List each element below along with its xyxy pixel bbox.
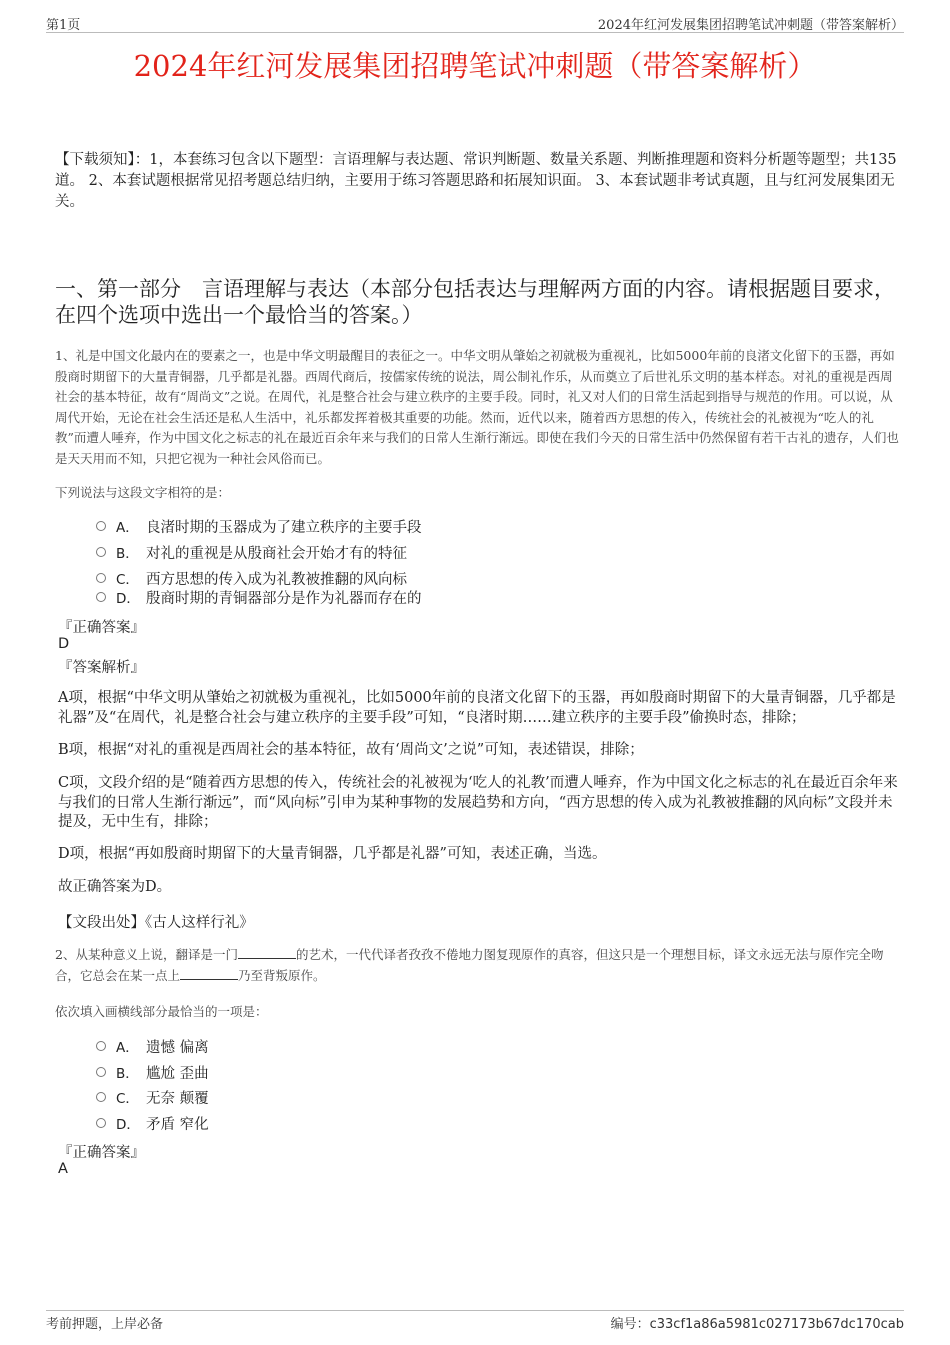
fill-blank [238,946,296,959]
page-number: 第1页 [46,18,81,33]
question-1-answer: D [58,636,70,652]
option-letter: A． [116,1040,139,1056]
question-1-answer-label: 『正确答案』 [58,620,145,636]
option-text: 矛盾 窄化 [146,1116,209,1133]
question-1-option-a[interactable] [96,515,422,537]
question-2-answer: A [58,1161,68,1177]
question-2-option-a[interactable] [96,1035,209,1057]
option-text: 殷商时期的青铜器部分是作为礼器而存在的 [146,590,422,607]
header-doc-title: 2024年红河发展集团招聘笔试冲刺题（带答案解析） [597,18,904,33]
passage-text: 乃至背叛原作。 [238,967,326,983]
radio-icon[interactable] [96,592,106,602]
option-letter: B． [116,1066,139,1082]
option-letter: B． [116,546,139,562]
option-text: 良渚时期的玉器成为了建立秩序的主要手段 [146,519,422,536]
question-1-analysis-label: 『答案解析』 [58,660,145,676]
question-2-answer-label: 『正确答案』 [58,1145,145,1161]
section-heading: 一、第一部分 言语理解与表达（本部分包括表达与理解两方面的内容。请根据题目要求，在四个选项中选出一个最恰当的答案。） [55,277,895,327]
radio-icon[interactable] [96,1067,106,1077]
option-letter: C． [116,572,139,588]
footer-code [611,1313,904,1332]
radio-icon[interactable] [96,1092,106,1102]
question-2-prompt: 依次填入画横线部分最恰当的一项是： [55,1004,268,1019]
question-1-passage: 1、礼是中国文化最内在的要素之一，也是中华文明最醒目的表征之一。中华文明从肇始之初就极为重视礼，比如5000年前的良渚文化留下的玉器，再如殷商时期留下的大量青铜器，几乎都是礼器。西周代商后，按儒家传统的说法，周公制礼作乐，从而奠立了后世礼乐文明的基本样态。对礼的重视是西周社会的基本特征，故有“周尚文”之说。在周代，礼是整合社会与建立秩序的主要手段。同时，礼又对人们的日常生活起到指导与规范的作用。可以说，从周代开始，无论在社会生活还是私人生活中，礼乐都发挥着极其重要的功能。然而，近代以来，随着西方思想的传入，传统社会的礼被视为“吃人的礼教”而遭人唾弃，作为中国文化之标志的礼在最近百余年来与我们的日常人生渐行渐远。即使在我们今天的日常生活中仍然保留有若干古礼的遗存，人们也是天天用而不知，只把它视为一种社会风俗而已。 [55,348,899,466]
question-2-option-c[interactable] [96,1086,209,1108]
passage-text: 的艺术，一代代译者孜孜不倦地力图复现原作的真容，但这只是一个理想目标，译文永远无法与原作完全吻合，它总会在某一点上 [55,947,884,983]
question-2-option-b[interactable] [96,1061,209,1083]
option-letter: D． [116,1117,140,1133]
footer-code-label: 编号： [610,1317,650,1332]
question-1-analysis-a: A项，根据“中华文明从肇始之初就极为重视礼，比如5000年前的良渚文化留下的玉器，再如殷商时期留下的大量青铜器，几乎都是礼器”及“在周代，礼是整合社会与建立秩序的主要手段”可知，“良渚时期……建立秩序的主要手段”偷换时态，排除； [58,690,896,726]
option-letter: D． [116,591,140,607]
question-1-analysis-d: D项，根据“再如殷商时期留下的大量青铜器，几乎都是礼器”可知，表述正确，当选。 [58,846,607,862]
option-text: 无奈 颠覆 [146,1090,209,1107]
radio-icon[interactable] [96,547,106,557]
option-text: 西方思想的传入成为礼教被推翻的风向标 [146,571,407,588]
option-text: 对礼的重视是从殷商社会开始才有的特征 [146,545,407,562]
footer-code-value: c33cf1a86a5981c027173b67dc170cab [649,1317,904,1332]
radio-icon[interactable] [96,1118,106,1128]
option-letter: C． [116,1091,139,1107]
radio-icon[interactable] [96,1041,106,1051]
question-1-option-d[interactable] [96,586,422,608]
question-2-passage [55,945,900,986]
footer-slogan: 考前押题，上岸必备 [46,1317,164,1332]
download-notice: 【下载须知】：1，本套练习包含以下题型：言语理解与表达题、常识判断题、数量关系题、判断推理题和资料分析题等题型；共135道。 2、本套试题根据常见招考题总结归纳，主要用于练习答题思路和拓展知识面。 3、本套试题非考试真题，且与红河发展集团无关。 [55,152,897,210]
header-divider [46,32,904,33]
question-1-analysis-c: C项，文段介绍的是“随着西方思想的传入，传统社会的礼被视为‘吃人的礼教’而遭人唾弃，作为中国文化之标志的礼在最近百余年来与我们的日常人生渐行渐远”，而“风向标”引申为某种事物的发展趋势和方向，“西方思想的传入成为礼教被推翻的风向标”文段并未提及，无中生有，排除； [58,775,898,830]
question-2-option-d[interactable] [96,1112,209,1134]
radio-icon[interactable] [96,521,106,531]
option-text: 尴尬 歪曲 [146,1065,209,1082]
question-1-analysis-b: B项，根据“对礼的重视是西周社会的基本特征，故有‘周尚文’之说”可知，表述错误，排除； [58,742,644,758]
question-1-prompt: 下列说法与这段文字相符的是： [55,485,231,500]
passage-text: 2、从某种意义上说，翻译是一门 [55,947,238,962]
question-1-conclusion: 故正确答案为D。 [58,879,172,895]
option-letter: A． [116,520,139,536]
fill-blank [180,967,238,980]
radio-icon[interactable] [96,573,106,583]
page-title: 2024年红河发展集团招聘笔试冲刺题（带答案解析） [133,49,817,83]
question-1-source: 【文段出处】《古人这样行礼》 [58,915,254,931]
option-text: 遗憾 偏离 [146,1039,209,1056]
footer-divider [46,1310,904,1311]
question-1-option-b[interactable] [96,541,407,563]
